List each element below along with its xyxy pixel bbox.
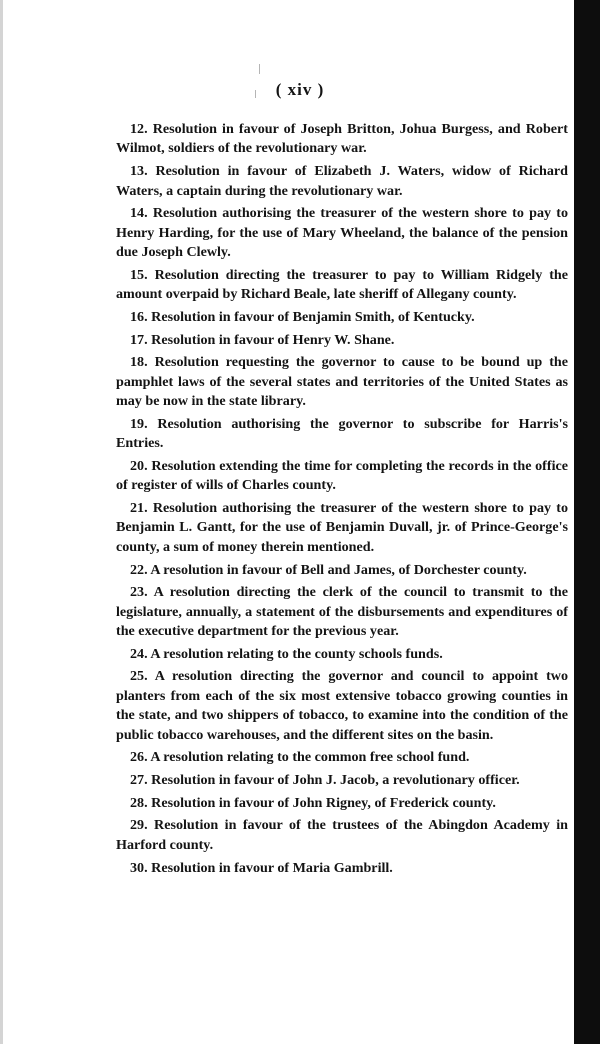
list-item [116,331,568,350]
entry-text: Resolution in favour of Joseph Britton, Johua Burgess, and Robert Wilmot, soldiers of the revolutionary war. [116,121,568,157]
entry-number: 28. [130,794,148,811]
entry-text: Resolution extending the time for completing the records in the office of register of wills of Charles county. [116,457,568,494]
entry-number: 21. [130,499,148,516]
entry-number: 18. [130,354,148,371]
entry-text: A resolution relating to the common free school fund. [150,749,470,766]
entry-text: Resolution directing the treasurer to pay to William Ridgely the amount overpaid by Richard Beale, late sheriff of Allegany county. [116,266,568,303]
entry-number: 27. [130,772,148,789]
list-item [116,308,568,327]
entry-text: Resolution requesting the governor to cause to be bound up the pamphlet laws of the several states and territories of the United States as may be now in the state library. [116,354,568,410]
list-item [116,816,568,855]
entry-text: Resolution in favour of John Rigney, of Frederick county. [151,794,496,811]
resolution-list [116,120,568,881]
entry-text: Resolution in favour of Benjamin Smith, of Kentucky. [151,308,475,325]
entry-number: 25. [130,668,148,685]
entry-number: 12. [130,121,148,137]
entry-number: 30. [130,859,148,876]
entry-number: 20. [130,457,148,474]
entry-text: Resolution in favour of Henry W. Shane. [151,331,395,348]
entry-number: 22. [130,561,148,578]
entry-text: Resolution authorising the treasurer of the western shore to pay to Benjamin L. Gantt, for the use of Benjamin Duvall, jr. of Prince-George's county, a sum of money therein mentioned. [116,499,568,555]
entry-text: Resolution authorising the treasurer of the western shore to pay to Henry Harding, for the use of Mary Wheeland, the balance of the pension due Joseph Clewly. [116,205,568,261]
list-item [116,457,568,496]
entry-text: Resolution in favour of the trustees of the Abingdon Academy in Harford county. [116,817,568,853]
list-item [116,561,568,580]
list-item [116,859,568,878]
list-item [116,748,568,767]
list-item [116,771,568,790]
entry-text: Resolution authorising the governor to subscribe for Harris's Entries. [116,415,568,452]
entry-number: 15. [130,266,148,283]
entry-text: Resolution in favour of Elizabeth J. Waters, widow of Richard Waters, a captain during the revolutionary war. [116,163,568,199]
entry-number: 14. [130,205,148,222]
list-item [116,583,568,641]
entry-text: A resolution in favour of Bell and James, of Dorchester county. [150,561,527,578]
entry-text: A resolution directing the governor and council to appoint two planters from each of the six most extensive tobacco growing counties in the state, and two shippers of tobacco, to examine into the condition of the public tobacco warehouses, and the different sites on the basin. [116,668,568,743]
entry-text: Resolution in favour of John J. Jacob, a revolutionary officer. [151,772,520,789]
list-item [116,353,568,411]
scan-right-edge [574,0,600,1044]
list-item [116,645,568,664]
page-header: ( xiv ) [275,80,325,99]
entry-number: 23. [130,584,148,601]
entry-number: 29. [130,817,148,834]
entry-number: 13. [130,163,148,180]
entry-text: Resolution in favour of Maria Gambrill. [151,859,393,876]
list-item [116,162,568,201]
list-item [116,120,568,159]
list-item [116,204,568,262]
list-item [116,266,568,305]
entry-text: A resolution relating to the county schools funds. [150,645,443,662]
entry-text: A resolution directing the clerk of the council to transmit to the legislature, annually, a statement of the disbursements and expenditures of the executive department for the previous year. [116,584,568,640]
list-item [116,499,568,557]
list-item [116,667,568,745]
scan-speck [259,64,260,74]
list-item [116,415,568,454]
entry-number: 26. [130,749,148,766]
entry-number: 24. [130,645,148,662]
list-item [116,794,568,813]
scan-left-edge [0,0,3,1044]
entry-number: 16. [130,308,148,325]
entry-number: 19. [130,415,148,432]
entry-number: 17. [130,331,148,348]
